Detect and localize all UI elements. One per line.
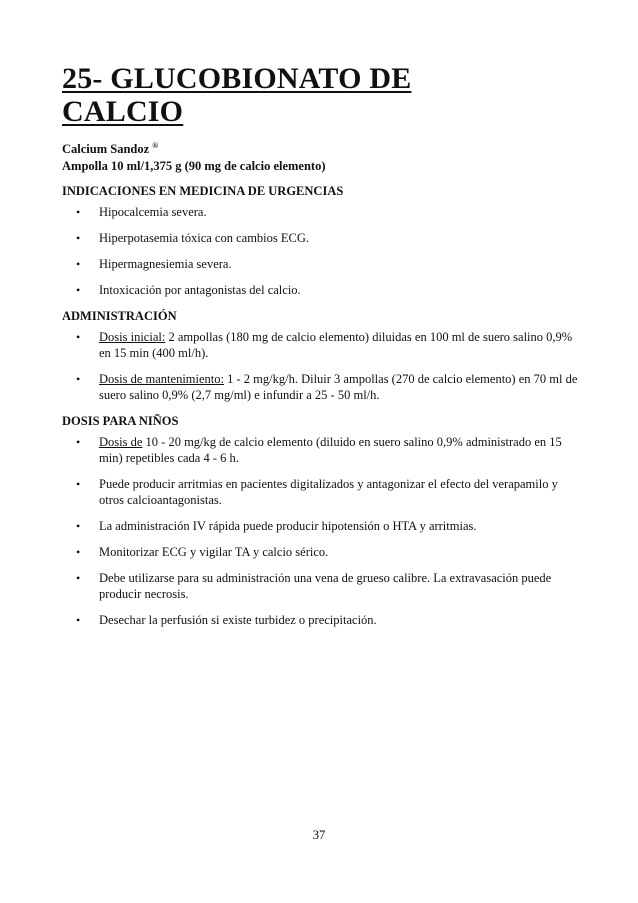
list-item	[62, 434, 582, 466]
children-dose-list	[62, 434, 582, 628]
maintenance-dose-label: Dosis de mantenimiento:	[99, 372, 224, 386]
list-item	[62, 230, 582, 246]
list-item-text: Hiperpotasemia tóxica con cambios ECG.	[99, 231, 310, 245]
document-page	[62, 62, 582, 638]
bullet-icon: •	[76, 571, 81, 585]
list-item-text: La administración IV rápida puede producir hipotensión o HTA y arritmias.	[99, 519, 477, 533]
initial-dose-text: 2 ampollas (180 mg de calcio elemento) diluidas en 100 ml de suero salino 0,9% en 15 min (400 ml/h).	[99, 330, 573, 360]
brand-name	[62, 141, 582, 158]
indications-list	[62, 204, 582, 298]
list-item	[62, 329, 582, 361]
bullet-icon: •	[76, 372, 81, 386]
registered-mark: ®	[152, 140, 159, 150]
title-line-1: 25- GLUCOBIONATO DE	[62, 62, 412, 95]
list-item	[62, 282, 582, 298]
page-number: 37	[312, 828, 326, 842]
list-item	[62, 256, 582, 272]
administration-list	[62, 329, 582, 403]
list-item	[62, 518, 582, 534]
title-line-2: CALCIO	[62, 95, 184, 128]
bullet-icon: •	[76, 519, 81, 533]
list-item-text: Monitorizar ECG y vigilar TA y calcio sérico.	[99, 545, 329, 559]
list-item	[62, 612, 582, 628]
list-item-text: Intoxicación por antagonistas del calcio.	[99, 283, 301, 297]
list-item-text: Desechar la perfusión si existe turbidez o precipitación.	[99, 613, 377, 627]
children-dose-heading: DOSIS PARA NIÑOS	[62, 414, 179, 428]
list-item	[62, 204, 582, 220]
bullet-icon: •	[76, 205, 81, 219]
brand-label: Calcium Sandoz	[62, 142, 150, 156]
bullet-icon: •	[76, 477, 81, 491]
list-item-text: Puede producir arritmias en pacientes digitalizados y antagonizar el efecto del verapamilo y otros calcioantagonistas.	[99, 477, 558, 507]
indications-heading: INDICACIONES EN MEDICINA DE URGENCIAS	[62, 184, 344, 198]
list-item	[62, 570, 582, 602]
bullet-icon: •	[76, 613, 81, 627]
children-dose-text: 10 - 20 mg/kg de calcio elemento (diluido en suero salino 0,9% administrado en 15 min) repetibles cada 4 - 6 h.	[99, 435, 562, 465]
initial-dose-label: Dosis inicial:	[99, 330, 166, 344]
page-title	[62, 62, 482, 128]
bullet-icon: •	[76, 330, 81, 344]
list-item	[62, 544, 582, 560]
bullet-icon: •	[76, 257, 81, 271]
administration-heading: ADMINISTRACIÓN	[62, 309, 177, 323]
bullet-icon: •	[76, 435, 81, 449]
maintenance-dose-text: 1 - 2 mg/kg/h. Diluir 3 ampollas (270 de calcio elemento) en 70 ml de suero salino 0,9% (2,7 mg/ml) e infundir a 25 - 50 ml/h.	[99, 372, 578, 402]
list-item-text: Hipocalcemia severa.	[99, 205, 207, 219]
list-item-text: Debe utilizarse para su administración una vena de grueso calibre. La extravasación puede producir necrosis.	[99, 571, 552, 601]
bullet-icon: •	[76, 231, 81, 245]
list-item	[62, 476, 582, 508]
bullet-icon: •	[76, 283, 81, 297]
ampoule-description: Ampolla 10 ml/1,375 g (90 mg de calcio elemento)	[62, 159, 326, 173]
bullet-icon: •	[76, 545, 81, 559]
children-dose-label: Dosis de	[99, 435, 143, 449]
list-item-text: Hipermagnesiemia severa.	[99, 257, 232, 271]
list-item	[62, 371, 582, 403]
